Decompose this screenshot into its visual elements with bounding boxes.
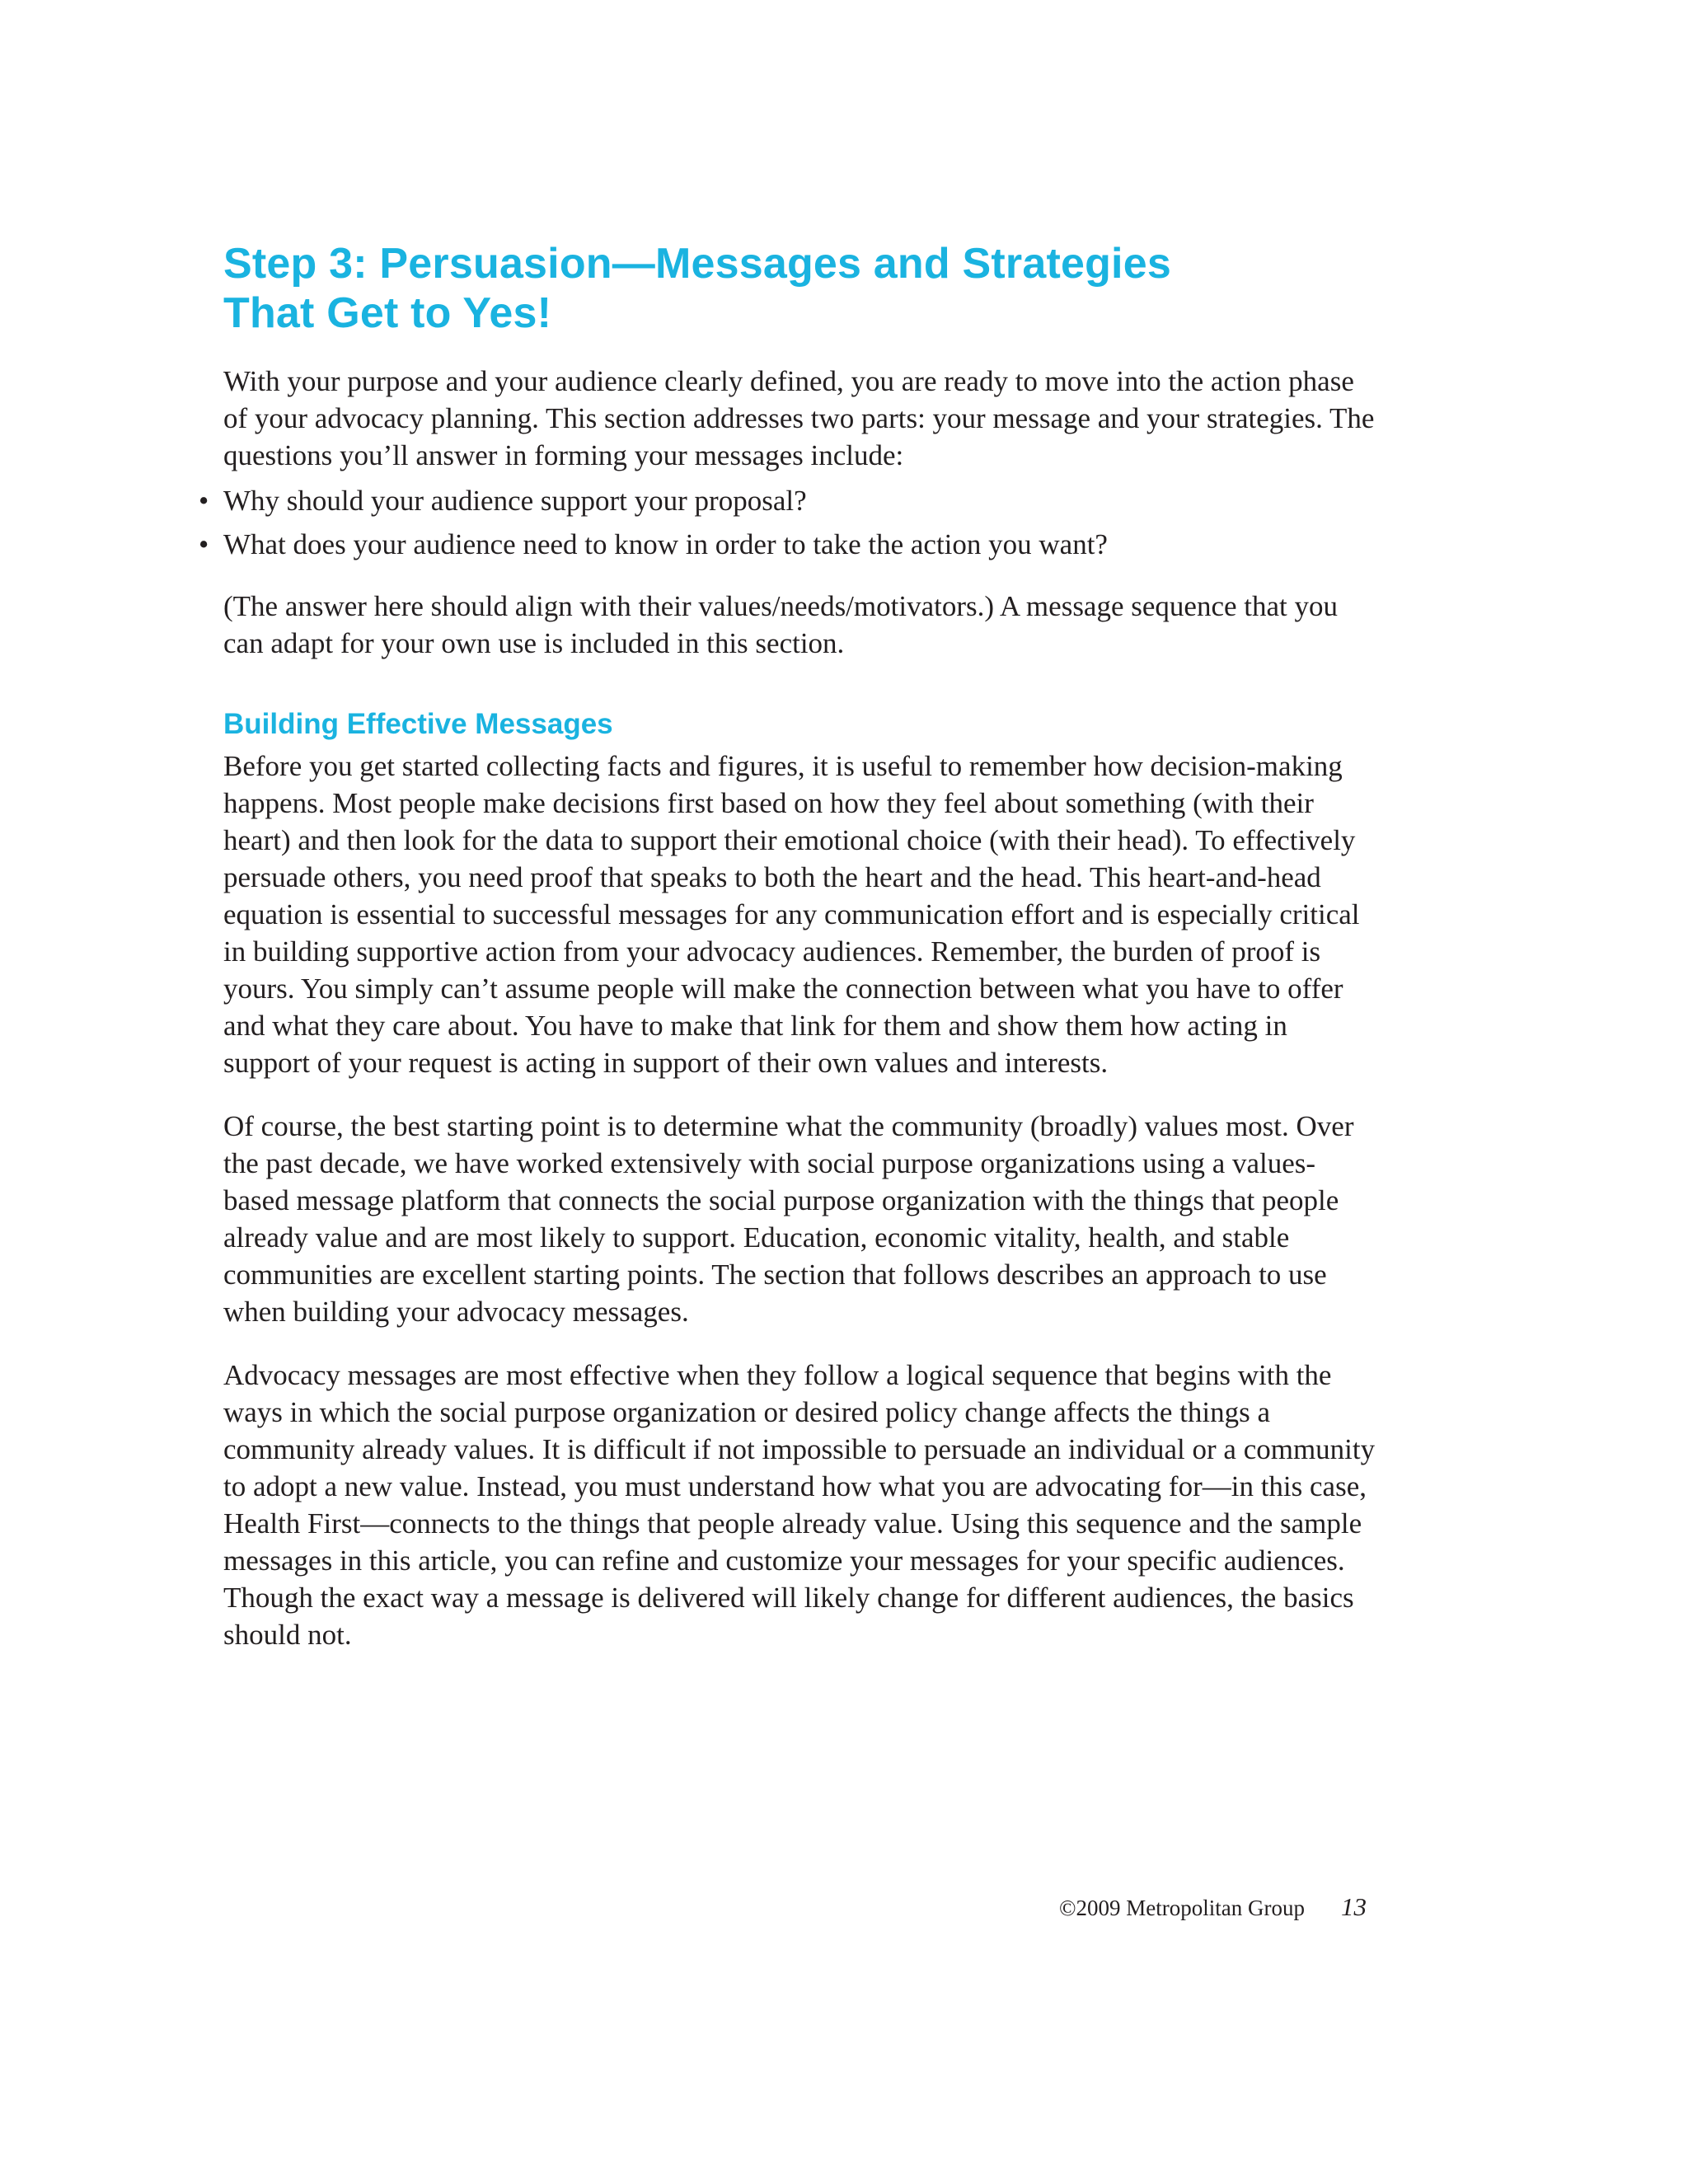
page-title	[223, 239, 1377, 338]
page-number: 13	[1341, 1892, 1367, 1921]
bullet-icon: •	[199, 485, 209, 517]
body-paragraph-2: Of course, the best starting point is to determine what the community (broadly) values most. Over the past decade, we have worked extensively with social purpose organizations using a values-based message platform that connects the social purpose organization with the things that people already value and are most likely to support. Education, economic vitality, health, and stable communities are excellent starting points. The section that follows describes an approach to use when building your advocacy messages.	[223, 1110, 1354, 1328]
page-title-line-1: Step 3: Persuasion—Messages and Strategies	[223, 240, 1171, 288]
page-title-line-2: That Get to Yes!	[223, 289, 552, 337]
copyright-notice: ©2009 Metropolitan Group	[1059, 1896, 1305, 1920]
list-item	[199, 482, 1377, 519]
body-paragraph-3: Advocacy messages are most effective when they follow a logical sequence that begins with the ways in which the social purpose organization or desired policy change affects the things a community already values. It is difficult if not impossible to persuade an individual or a community to adopt a new value. Instead, you must understand how what you are advocating for—in this case, Health First—connects to the things that people already value. Using this sequence and the sample messages in this article, you can refine and customize your messages for your specific audiences. Though the exact way a message is delivered will likely change for different audiences, the basics should not.	[223, 1359, 1376, 1651]
followup-paragraph: (The answer here should align with their values/needs/motivators.) A message sequence that you can adapt for your own use is included in this section.	[223, 590, 1338, 659]
body-paragraph-1: Before you get started collecting facts and figures, it is useful to remember how decision-making happens. Most people make decisions first based on how they feel about something (with their heart) and then look for the data to support their emotional choice (with their head). To effectively persuade others, you need proof that speaks to both the heart and the head. This heart-and-head equation is essential to successful messages for any communication effort and is especially critical in building supportive action from your advocacy audiences. Remember, the burden of proof is yours. You simply can’t assume people will make the connection between what you have to offer and what they care about. You have to make that link for them and show them how acting in support of your request is acting in support of their own values and interests.	[223, 750, 1360, 1079]
list-item	[199, 526, 1377, 563]
list-item-text: What does your audience need to know in order to take the action you want?	[223, 528, 1108, 560]
list-item-text: Why should your audience support your proposal?	[223, 485, 807, 517]
bullet-icon: •	[199, 528, 209, 560]
section-subheading: Building Effective Messages	[223, 708, 613, 740]
intro-paragraph: With your purpose and your audience clearly defined, you are ready to move into the action phase of your advocacy planning. This section addresses two parts: your message and your strategies. The questions you’ll answer in forming your messages include:	[223, 365, 1375, 471]
page-footer	[1059, 1892, 1367, 1922]
question-list	[199, 482, 1377, 563]
document-page	[199, 239, 1377, 1653]
